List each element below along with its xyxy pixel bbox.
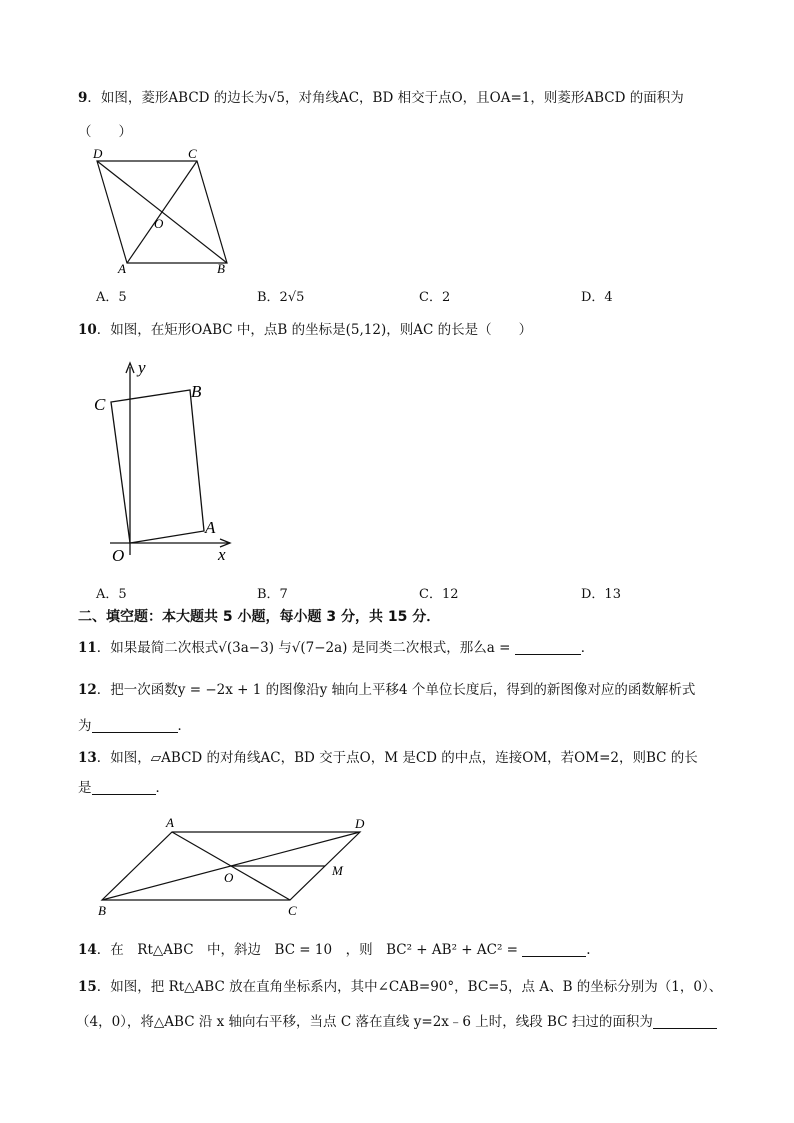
q9-stem: ．如图，菱形ABCD 的边长为√5，对角线AC，BD 相交于点O，且OA=1，则菱形ABCD 的面积为 (87, 90, 684, 106)
q13-text-line2 (78, 778, 169, 798)
label-d: D (93, 146, 103, 161)
diagonal-bd (97, 161, 227, 263)
q15-answer-blank[interactable] (653, 1014, 717, 1029)
q15-text-line2 (76, 1012, 717, 1032)
q11-answer-blank[interactable] (515, 640, 581, 655)
q14-end: . (586, 942, 591, 958)
q13-stem: ．如图，▱ABCD 的对角线AC，BD 交于点O，M 是CD 的中点，连接OM，若OM=2，则BC 的长 (96, 750, 698, 766)
q10-option-b[interactable]: B．7 (257, 587, 288, 602)
q12-text-line2 (78, 716, 191, 736)
q9-paren: （ ） (78, 124, 132, 140)
label-c: C (188, 146, 197, 161)
q9-option-d[interactable]: D．4 (581, 290, 613, 305)
q14-number: 14 (78, 942, 97, 958)
label-m: M (332, 863, 343, 878)
label-a: A (118, 261, 126, 276)
q14-stem: ．在 Rt△ABC 中，斜边 BC = 10 ，则 BC² + AB² + AC² = (96, 942, 518, 958)
q10-option-a[interactable]: A．5 (96, 587, 127, 602)
q10-text (78, 320, 532, 340)
label-o: O (154, 216, 164, 231)
q10-stem: ．如图，在矩形OABC 中，点B 的坐标是(5,12)，则AC 的长是（ ） (96, 322, 533, 338)
q9-option-b[interactable]: B．2√5 (257, 290, 305, 305)
q13-answer-blank[interactable] (92, 780, 156, 795)
label-d: D (355, 816, 365, 831)
q10-number: 10 (78, 322, 97, 338)
q9-option-a[interactable]: A．5 (96, 290, 127, 305)
q11-stem: ．如果最简二次根式√(3a−3) 与√(7−2a) 是同类二次根式，那么a = (96, 640, 511, 656)
q12-number: 12 (78, 682, 97, 698)
q12-end: ． (177, 718, 191, 734)
q11-number: 11 (78, 640, 97, 656)
label-b: B (217, 261, 225, 276)
label-y: y (138, 358, 146, 377)
rectangle-oabc (111, 390, 204, 543)
q15-stem: ．如图，把 Rt△ABC 放在直角坐标系内，其中∠CAB=90°，BC=5，点 A、B 的坐标分别为（1，0）、 (96, 979, 723, 995)
q10-option-c[interactable]: C．12 (419, 587, 459, 602)
q12-text (78, 680, 695, 700)
q15-number: 15 (78, 979, 97, 995)
label-o: O (224, 870, 234, 885)
q11-text (78, 638, 594, 658)
label-c: C (94, 395, 106, 414)
q11-end: ． (580, 640, 595, 656)
label-o: O (112, 546, 125, 565)
label-b: B (191, 382, 202, 401)
section-heading: 二、填空题：本大题共 5 小题，每小题 3 分，共 15 分． (78, 609, 441, 625)
q13-parallelogram-figure (92, 812, 382, 922)
label-a: A (166, 815, 174, 830)
q14-answer-blank[interactable] (522, 942, 586, 957)
q14-text (78, 940, 591, 960)
q15-text (78, 977, 722, 997)
q9-rhombus-figure (85, 145, 245, 280)
label-a: A (205, 518, 216, 537)
q10-rectangle-figure (90, 355, 240, 570)
q12-line2: 为 (78, 718, 92, 734)
q13-number: 13 (78, 750, 97, 766)
q9-number: 9 (78, 90, 88, 106)
q12-answer-blank[interactable] (92, 718, 178, 733)
label-x: x (218, 545, 226, 564)
q15-line2: （4，0），将△ABC 沿 x 轴向右平移，当点 C 落在直线 y=2x﹣6 上时，线段 BC 扫过的面积为 (76, 1014, 653, 1030)
q10-option-d[interactable]: D．13 (581, 587, 621, 602)
q13-end: ． (155, 780, 169, 796)
q13-line2: 是 (78, 780, 92, 796)
q13-text (78, 748, 698, 768)
q9-text (78, 88, 684, 108)
label-b: B (98, 903, 106, 918)
q12-stem: ．把一次函数y = −2x + 1 的图像沿y 轴向上平移4 个单位长度后，得到的新图像对应的函数解析式 (96, 682, 696, 698)
label-c: C (288, 903, 297, 918)
q9-option-c[interactable]: C．2 (419, 290, 451, 305)
